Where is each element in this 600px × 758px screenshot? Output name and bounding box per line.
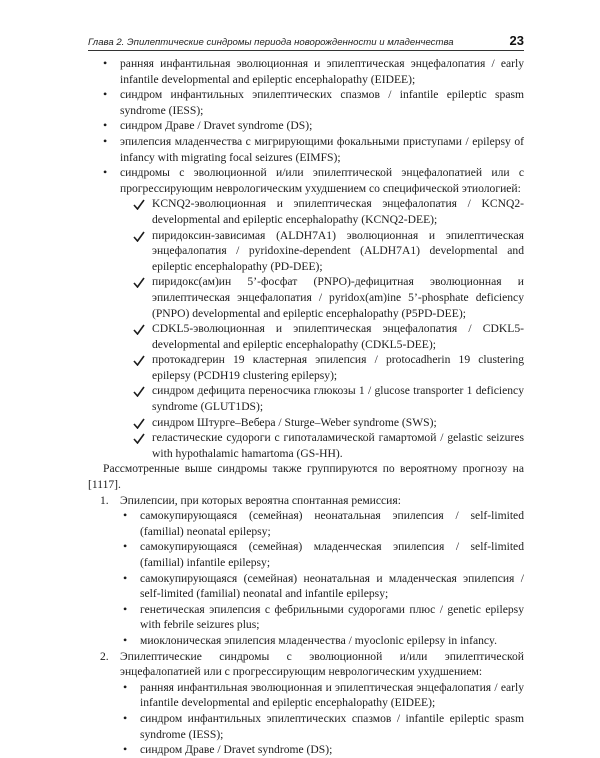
- list-item: • синдромы с эволюционной и/или эпилептической энцефалопатией или с прогрессирующим неврологическим ухудшением со специфической этиологией:: [88, 165, 524, 196]
- checklist-item: [88, 196, 524, 227]
- checklist-item: [88, 274, 524, 321]
- running-title: Глава 2. Эпилептические синдромы периода новорожденности и младенчества: [88, 37, 454, 48]
- item-number: 2.: [100, 649, 109, 663]
- sublist: [88, 508, 524, 648]
- list-item: • ранняя инфантильная эволюционная и эпилептическая энцефалопатия / early infantile developmental and epileptic encephalopathy (EIDEE);: [88, 56, 524, 87]
- running-head: [88, 32, 524, 48]
- list-item: • синдром инфантильных эпилептических спазмов / infantile epileptic spasm syndrome (IESS);: [88, 711, 524, 742]
- header-rule: [88, 50, 524, 51]
- checkmark-icon: [133, 324, 145, 335]
- checkmark-icon: [133, 386, 145, 397]
- list-item: • генетическая эпилепсия с фебрильными судорогами плюс / genetic epilepsy with febrile seizures plus;: [88, 602, 524, 633]
- checklist-item: [88, 430, 524, 461]
- checklist-item: [88, 383, 524, 414]
- checklist-item: [88, 228, 524, 275]
- item-number: 1.: [100, 493, 109, 507]
- checklist-text: синдром Штурге–Вебера / Sturge–Weber syndrome (SWS);: [152, 415, 437, 429]
- list-item: • ранняя инфантильная эволюционная и эпилептическая энцефалопатия / early infantile developmental and epileptic encephalopathy (EIDEE);: [88, 680, 524, 711]
- list-item: • синдром инфантильных эпилептических спазмов / infantile epileptic spasm syndrome (IESS);: [88, 87, 524, 118]
- list-item: • самокупирующаяся (семейная) младенческая эпилепсия / self-limited (familial) infantile epilepsy;: [88, 539, 524, 570]
- list-item: • эпилепсия младенчества с мигрирующими фокальными приступами / epilepsy of infancy with migrating focal seizures (EIMFS);: [88, 134, 524, 165]
- checklist-text: пиридоксин-зависимая (ALDH7A1) эволюционная и эпилептическая энцефалопатия / pyridoxine-dependent (ALDH7A1) developmental and epileptic encephalopathy (PD-DEE);: [152, 228, 524, 273]
- numbered-section: [88, 493, 524, 649]
- checkmark-icon: [133, 433, 145, 444]
- etiology-checklist: [88, 196, 524, 461]
- list-item: • синдром Драве / Dravet syndrome (DS);: [88, 118, 524, 134]
- checkmark-icon: [133, 231, 145, 242]
- syndrome-list: [88, 56, 524, 196]
- list-item: • миоклоническая эпилепсия младенчества / myoclonic epilepsy in infancy.: [88, 633, 524, 649]
- page-body: [88, 56, 524, 758]
- checklist-item: [88, 352, 524, 383]
- prognosis-list: [88, 493, 524, 758]
- numbered-text: Эпилептические синдромы с эволюционной и/или эпилептической энцефалопатией или с прогрессирующим неврологическим ухудшением:: [120, 649, 524, 679]
- list-item: • синдром Драве / Dravet syndrome (DS);: [88, 742, 524, 758]
- checkmark-icon: [133, 199, 145, 210]
- list-item: • самокупирующаяся (семейная) неонатальная эпилепсия / self-limited (familial) neonatal epilepsy;: [88, 508, 524, 539]
- checkmark-icon: [133, 277, 145, 288]
- numbered-heading: [88, 649, 524, 680]
- list-item: • самокупирующаяся (семейная) неонатальная и младенческая эпилепсия / self-limited (familial) neonatal and infantile epilepsy;: [88, 571, 524, 602]
- checklist-text: пиридокс(ам)ин 5’-фосфат (PNPO)-дефицитная эволюционная и эпилептическая энцефалопатия / pyridox(am)ine 5’-phosphate deficiency (PNPO) developmental and epileptic encephalopathy (P5PD-DEE);: [152, 275, 524, 320]
- checklist-item: [88, 321, 524, 352]
- checkmark-icon: [133, 355, 145, 366]
- numbered-text: Эпилепсии, при которых вероятна спонтанная ремиссия:: [120, 493, 401, 507]
- checkmark-icon: [133, 418, 145, 429]
- page-number: 23: [509, 33, 524, 48]
- checklist-text: геластические судороги с гипоталамической гамартомой / gelastic seizures with hypothalamic hamartoma (GS-HH).: [152, 431, 524, 460]
- checklist-text: протокадгерин 19 кластерная эпилепсия / protocadherin 19 clustering epilepsy (PCDH19 clustering epilepsy);: [152, 353, 524, 382]
- sublist: [88, 680, 524, 758]
- numbered-section: [88, 649, 524, 758]
- prognosis-paragraph: Рассмотренные выше синдромы также группируются по вероятному прогнозу на [1117].: [88, 462, 524, 492]
- checklist-item: [88, 415, 524, 431]
- checklist-text: CDKL5-эволюционная и эпилептическая энцефалопатия / CDKL5-developmental and epileptic encephalopathy (CDKL5-DEE);: [152, 322, 524, 351]
- checklist-text: синдром дефицита переносчика глюкозы 1 / glucose transporter 1 deficiency syndrome (GLUT1DS);: [152, 384, 524, 414]
- checklist-text: KCNQ2-эволюционная и эпилептическая энцефалопатия / KCNQ2-developmental and epileptic encephalopathy (KCNQ2-DEE);: [152, 197, 524, 226]
- numbered-heading: [88, 493, 524, 509]
